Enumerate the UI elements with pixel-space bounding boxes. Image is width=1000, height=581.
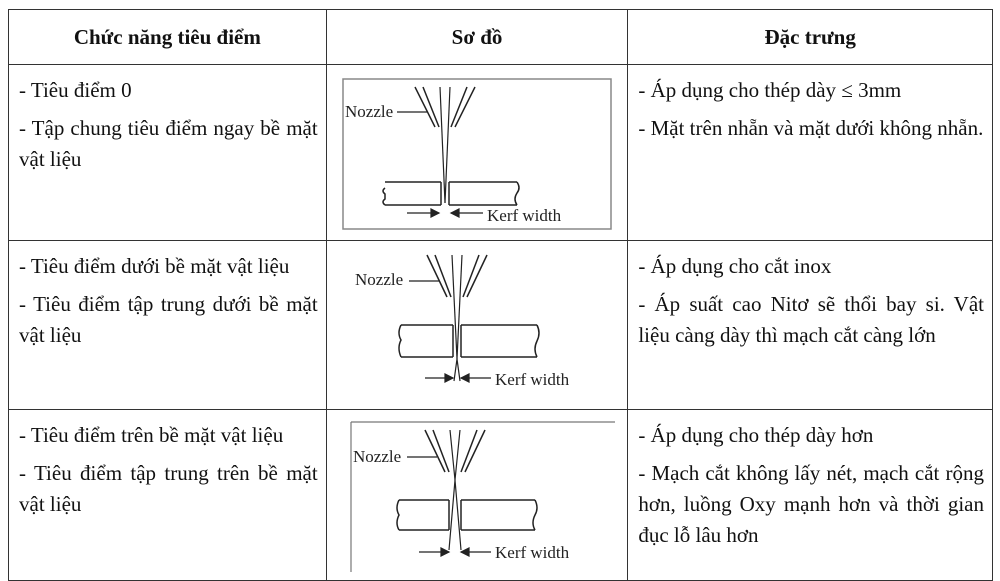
function-line: - Tiêu điểm tập trung trên bề mặt vật liệu (19, 461, 318, 516)
diagram-cell (326, 65, 628, 241)
function-line: - Tập chung tiêu điểm ngay bề mặt vật liệu (19, 116, 318, 171)
laser-beam (449, 430, 461, 550)
header-function: Chức năng tiêu điểm (9, 10, 327, 65)
kerf-arrows (407, 209, 483, 217)
workpiece-plate (397, 500, 537, 530)
function-cell (9, 65, 327, 241)
kerf-width-label: Kerf width (494, 543, 569, 562)
focus-above-diagram (327, 410, 629, 580)
workpiece-plate (399, 325, 539, 357)
table-row (9, 241, 993, 410)
kerf-arrows (425, 374, 491, 382)
function-line: - Tiêu điểm dưới bề mặt vật liệu (19, 254, 290, 278)
diagram-cell (326, 241, 628, 410)
function-line: - Tiêu điểm tập trung dưới bề mặt vật liệu (19, 292, 318, 347)
feature-line: - Mặt trên nhẵn và mặt dưới không nhẵn. (638, 116, 984, 140)
nozzle-label: Nozzle (352, 447, 401, 466)
table-row (9, 410, 993, 581)
nozzle-icon (415, 87, 475, 127)
focus-zero-diagram (327, 65, 629, 240)
feature-line: - Mạch cắt không lấy nét, mạch cắt rộng hơn, luồng Oxy mạnh hơn và thời gian đục lỗ lâu hơn (638, 461, 984, 547)
function-cell (9, 410, 327, 581)
kerf-arrows (419, 548, 491, 556)
workpiece-plate (383, 182, 519, 205)
header-diagram: Sơ đồ (326, 10, 628, 65)
nozzle-icon (427, 255, 487, 297)
function-line: - Tiêu điểm trên bề mặt vật liệu (19, 423, 284, 447)
header-feature: Đặc trưng (628, 10, 993, 65)
laser-beam (452, 255, 462, 381)
nozzle-label: Nozzle (354, 270, 403, 289)
function-line: - Tiêu điểm 0 (19, 78, 132, 102)
diagram-cell (326, 410, 628, 581)
feature-cell (628, 65, 993, 241)
feature-line: - Áp dụng cho thép dày ≤ 3mm (638, 78, 902, 102)
kerf-width-label: Kerf width (486, 206, 561, 225)
nozzle-icon (425, 430, 485, 472)
table-row (9, 65, 993, 241)
feature-line: - Áp dụng cho thép dày hơn (638, 423, 874, 447)
kerf-width-label: Kerf width (494, 370, 569, 389)
feature-line: - Áp dụng cho cắt inox (638, 254, 832, 278)
feature-line: - Áp suất cao Nitơ sẽ thổi bay si. Vật liệu càng dày thì mạch cắt càng lớn (638, 292, 984, 347)
header-row (9, 10, 993, 65)
feature-cell (628, 241, 993, 410)
nozzle-label: Nozzle (344, 102, 393, 121)
laser-focus-table (8, 9, 993, 581)
feature-cell (628, 410, 993, 581)
function-cell (9, 241, 327, 410)
focus-below-diagram (327, 241, 629, 409)
